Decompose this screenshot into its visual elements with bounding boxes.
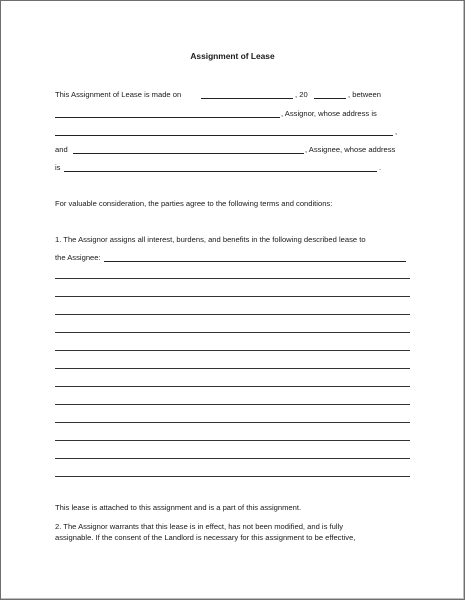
attached-text: This lease is attached to this assignment and is a part of this assignment. bbox=[55, 503, 302, 512]
assignee-text: , Assignee, whose address bbox=[305, 145, 396, 154]
description-line[interactable] bbox=[55, 458, 410, 459]
document-title: Assignment of Lease bbox=[190, 51, 275, 61]
lease-description-blank[interactable] bbox=[104, 261, 406, 262]
clause-1-line-2: the Assignee: bbox=[55, 253, 101, 262]
date-blank[interactable] bbox=[201, 98, 293, 99]
is-text: is bbox=[55, 163, 61, 172]
description-line[interactable] bbox=[55, 404, 410, 405]
consideration-text: For valuable consideration, the parties agree to the following terms and conditions: bbox=[55, 199, 333, 208]
description-line[interactable] bbox=[55, 278, 410, 279]
assignee-name-blank[interactable] bbox=[73, 153, 304, 154]
made-on-text: This Assignment of Lease is made on bbox=[55, 90, 182, 99]
clause-2-line-2: assignable. If the consent of the Landlord is necessary for this assignment to be effective, bbox=[55, 533, 356, 542]
description-line[interactable] bbox=[55, 386, 410, 387]
assignor-text: , Assignor, whose address is bbox=[281, 109, 377, 118]
year-prefix-text: , 20 bbox=[295, 90, 308, 99]
description-line[interactable] bbox=[55, 332, 410, 333]
description-line[interactable] bbox=[55, 440, 410, 441]
description-line[interactable] bbox=[55, 350, 410, 351]
assignee-address-period: . bbox=[379, 163, 382, 172]
assignor-address-blank[interactable] bbox=[55, 135, 393, 136]
description-line[interactable] bbox=[55, 422, 410, 423]
clause-1-line-1: 1. The Assignor assigns all interest, burdens, and benefits in the following described lease to bbox=[55, 235, 366, 244]
assignor-name-blank[interactable] bbox=[55, 117, 280, 118]
year-blank[interactable] bbox=[314, 98, 346, 99]
between-text: , between bbox=[348, 90, 381, 99]
description-line[interactable] bbox=[55, 314, 410, 315]
description-line[interactable] bbox=[55, 368, 410, 369]
clause-2-line-1: 2. The Assignor warrants that this lease is in effect, has not been modified, and is fully bbox=[55, 522, 344, 531]
assignee-address-blank[interactable] bbox=[64, 171, 377, 172]
description-line[interactable] bbox=[55, 296, 410, 297]
description-line[interactable] bbox=[55, 476, 410, 477]
assignor-address-comma: , bbox=[395, 127, 398, 136]
and-text: and bbox=[55, 145, 68, 154]
